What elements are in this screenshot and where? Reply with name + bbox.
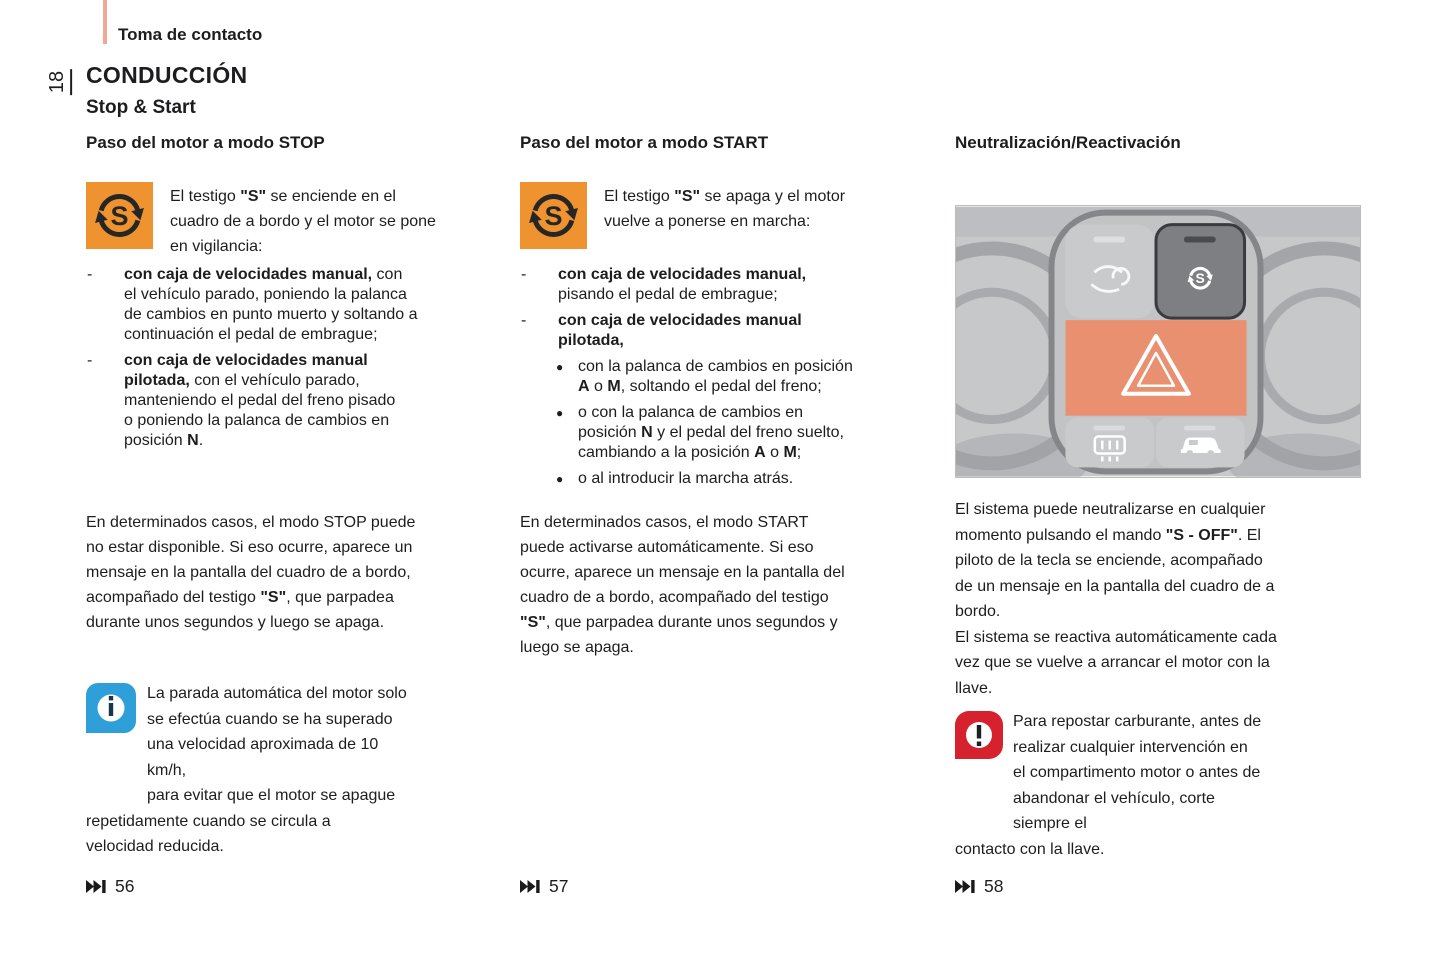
dash-marker: - bbox=[521, 266, 527, 283]
page-reference-number: 56 bbox=[115, 876, 135, 896]
esp-off-button bbox=[1065, 225, 1154, 319]
list-item bbox=[86, 351, 418, 451]
dash-marker: - bbox=[87, 266, 93, 283]
list-item-text: con caja de velocidades manual pilotada, con el vehículo parado, manteniendo el pedal del freno pisado o poniendo la palanca de cambios en posición N. bbox=[124, 352, 396, 449]
next-page-icon bbox=[955, 880, 976, 893]
list-item bbox=[86, 265, 418, 345]
warning-box-text: Para repostar carburante, antes de realizar cualquier intervención en el compartimento motor o antes de abandonar el vehículo, corte siempre el contacto con la llave. bbox=[955, 709, 1261, 862]
list-item bbox=[555, 403, 853, 463]
stop-note: En determinados casos, el modo STOP puede no estar disponible. Si eso ocurre, aparece un mensaje en la pantalla del cuadro de a bordo, acompañado del testigo "S", que parpadea durante unos segundos y luego se apaga. bbox=[86, 514, 416, 631]
page-reference bbox=[955, 876, 1003, 897]
neutralization-heading: Neutralización/Reactivación bbox=[955, 133, 1181, 152]
page-reference bbox=[520, 876, 568, 897]
list-item-text: con caja de velocidades manual, con el vehículo parado, poniendo la palanca de cambios en punto muerto y soltando a continuación el pedal de embrague; bbox=[124, 266, 418, 343]
section-label: Toma de contacto bbox=[118, 25, 263, 44]
console-buttons-photo bbox=[955, 205, 1361, 478]
list-item-text: o al introducir la marcha atrás. bbox=[578, 470, 794, 487]
start-note: En determinados casos, el modo START puede activarse automáticamente. Si eso ocurre, aparece un mensaje en la pantalla del cuadro de a bordo, acompañado del testigo "S", que parpadea durante unos segundos y luego se apaga. bbox=[520, 514, 845, 656]
info-box bbox=[86, 681, 407, 860]
dot-marker: ● bbox=[556, 472, 564, 486]
section-title: Stop & Start bbox=[86, 97, 196, 118]
stop-bullet-list bbox=[86, 265, 418, 457]
start-bullet-list bbox=[520, 265, 853, 495]
stop-intro-row bbox=[86, 182, 436, 259]
next-page-icon bbox=[86, 880, 107, 893]
list-item-text: con la palanca de cambios en posición A o M, soltando el pedal del freno; bbox=[578, 358, 853, 395]
warning-icon bbox=[955, 711, 1003, 759]
dot-marker: ● bbox=[556, 406, 564, 420]
page-number: 18 bbox=[46, 69, 72, 95]
list-item-text: con caja de velocidades manual, pisando el pedal de embrague; bbox=[558, 266, 807, 303]
reactivation-paragraph: El sistema se reactiva automáticamente cada vez que se vuelve a arrancar el motor con la llave. bbox=[955, 628, 1277, 697]
dash-marker: - bbox=[521, 312, 527, 329]
page-reference bbox=[86, 876, 134, 897]
neutralization-body bbox=[955, 497, 1277, 701]
start-intro-text: El testigo "S" se apaga y el motor vuelve a ponerse en marcha: bbox=[604, 188, 846, 230]
next-page-icon bbox=[520, 880, 541, 893]
header-accent-bar bbox=[103, 0, 107, 44]
svg-text:S: S bbox=[544, 201, 563, 231]
start-column bbox=[520, 133, 948, 656]
svg-text:S: S bbox=[110, 201, 129, 231]
dot-marker: ● bbox=[556, 360, 564, 374]
dash-marker: - bbox=[87, 352, 93, 369]
stop-start-off-button bbox=[1156, 225, 1245, 319]
warning-box bbox=[955, 709, 1261, 862]
stop-intro-text: El testigo "S" se enciende en el cuadro de a bordo y el motor se pone en vigilancia: bbox=[170, 188, 436, 255]
info-icon bbox=[86, 683, 136, 733]
page-reference-number: 58 bbox=[984, 876, 1004, 896]
chapter-title: CONDUCCIÓN bbox=[86, 62, 248, 88]
list-item bbox=[555, 469, 853, 489]
start-heading: Paso del motor a modo START bbox=[520, 133, 769, 152]
svg-text:S: S bbox=[1195, 270, 1205, 287]
stop-column bbox=[86, 133, 500, 855]
stop-heading: Paso del motor a modo STOP bbox=[86, 133, 325, 152]
stop-start-indicator-icon bbox=[520, 182, 587, 249]
stop-start-indicator-icon bbox=[86, 182, 153, 249]
list-item bbox=[555, 357, 853, 397]
sliding-door-button bbox=[1156, 418, 1245, 468]
list-item bbox=[520, 311, 853, 351]
list-item-text: con caja de velocidades manual pilotada, bbox=[558, 312, 802, 349]
list-item-text: o con la palanca de cambios en posición N y el pedal del freno suelto, cambiando a la posición A o M; bbox=[578, 404, 844, 461]
neutralization-column bbox=[955, 133, 1363, 858]
info-box-text: La parada automática del motor solo se efectúa cuando se ha superado una velocidad aproximada de 10 km/h, para evitar que el motor se apague repetidamente cuando se circula a velocidad reducida. bbox=[86, 681, 407, 860]
rear-screen-demist-button bbox=[1065, 418, 1154, 468]
page-reference-number: 57 bbox=[549, 876, 569, 896]
neutralization-paragraph: El sistema puede neutralizarse en cualquier momento pulsando el mando "S - OFF". El piloto de la tecla se enciende, acompañado de un mensaje en la pantalla del cuadro de a bordo. bbox=[955, 501, 1275, 620]
list-item bbox=[520, 265, 853, 305]
start-intro-row bbox=[520, 182, 845, 249]
hazard-warning-button bbox=[1065, 320, 1246, 416]
